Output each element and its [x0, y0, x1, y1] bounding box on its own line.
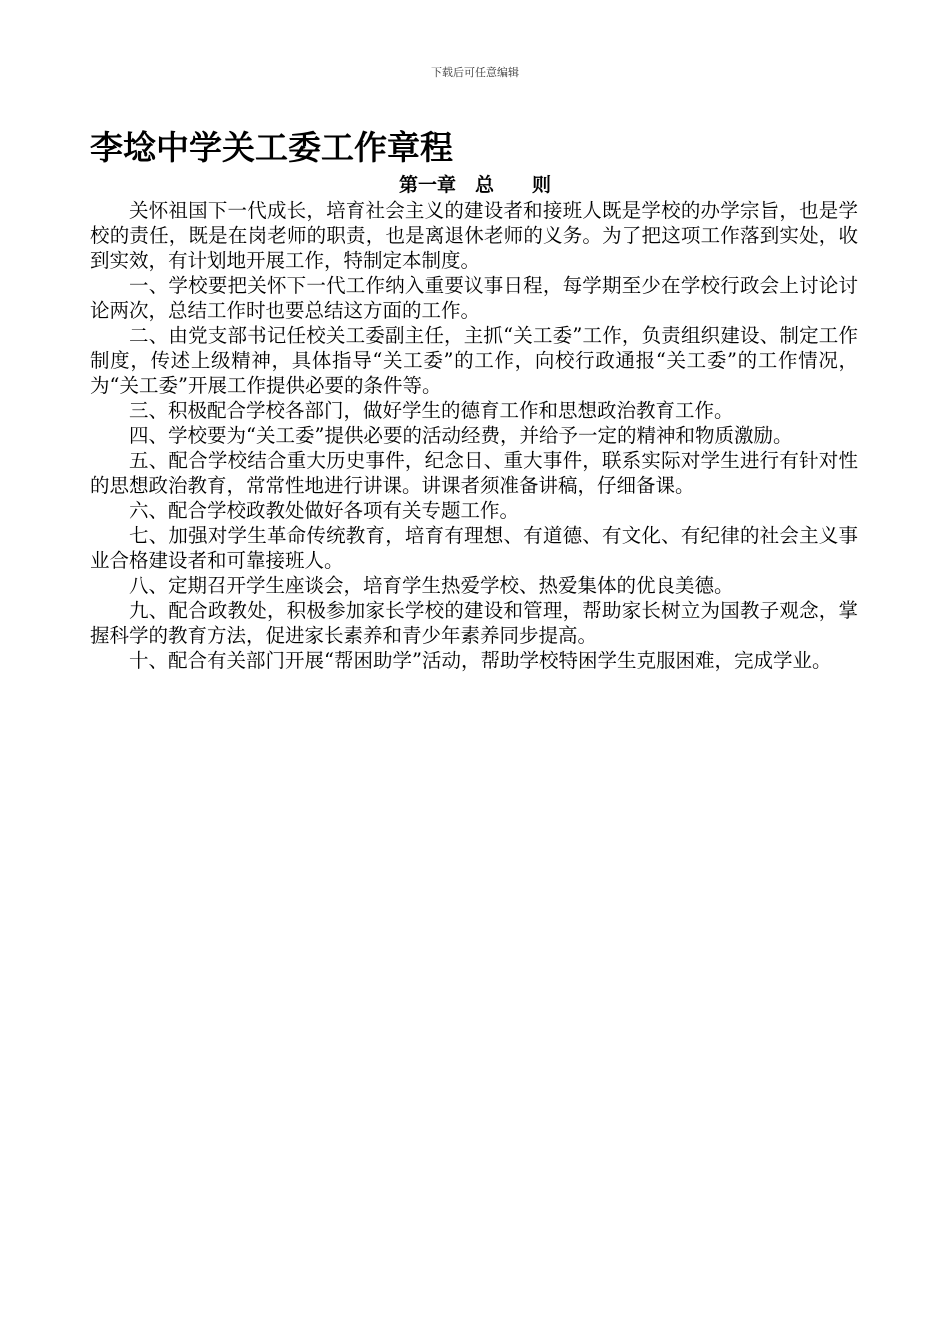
paragraph-item-3: 三、积极配合学校各部门，做好学生的德育工作和思想政治教育工作。	[129, 399, 734, 422]
page-header-note: 下载后可任意编辑	[431, 66, 519, 79]
paragraph-item-4: 四、学校要为“关工委”提供必要的活动经费，并给予一定的精神和物质激励。	[129, 424, 793, 447]
document-title: 李埝中学关工委工作章程	[90, 128, 453, 167]
paragraph-preamble: 关怀祖国下一代成长，培育社会主义的建设者和接班人既是学校的办学宗旨，也是学校的责任，既是在岗老师的职责，也是离退休老师的义务。为了把这项工作落到实处，收到实效，有计划地开展工作，特制定本制度。	[90, 199, 858, 272]
paragraph-item-5: 五、配合学校结合重大历史事件，纪念日、重大事件，联系实际对学生进行有针对性的思想政治教育，常常性地进行讲课。讲课者须准备讲稿，仔细备课。	[90, 449, 858, 497]
paragraph-item-8: 八、定期召开学生座谈会，培育学生热爱学校、热爱集体的优良美德。	[129, 574, 734, 597]
paragraph-item-9: 九、配合政教处，积极参加家长学校的建设和管理，帮助家长树立为国教子观念，掌握科学的教育方法，促进家长素养和青少年素养同步提高。	[90, 599, 858, 647]
paragraph-item-7: 七、加强对学生革命传统教育，培育有理想、有道德、有文化、有纪律的社会主义事业合格建设者和可靠接班人。	[90, 524, 858, 572]
paragraph-item-10: 十、配合有关部门开展“帮困助学”活动，帮助学校特困学生克服困难，完成学业。	[129, 649, 832, 672]
paragraph-item-2: 二、由党支部书记任校关工委副主任，主抓“关工委”工作，负责组织建设、制定工作制度，传述上级精神，具体指导“关工委”的工作，向校行政通报“关工委”的工作情况，为“关工委”开展工作提供必要的条件等。	[90, 324, 858, 397]
chapter-heading: 第一章 总 则	[398, 174, 551, 196]
document-body	[90, 198, 858, 673]
paragraph-item-6: 六、配合学校政教处做好各项有关专题工作。	[129, 499, 520, 522]
paragraph-item-1: 一、学校要把关怀下一代工作纳入重要议事日程，每学期至少在学校行政会上讨论讨论两次，总结工作时也要总结这方面的工作。	[90, 274, 858, 322]
